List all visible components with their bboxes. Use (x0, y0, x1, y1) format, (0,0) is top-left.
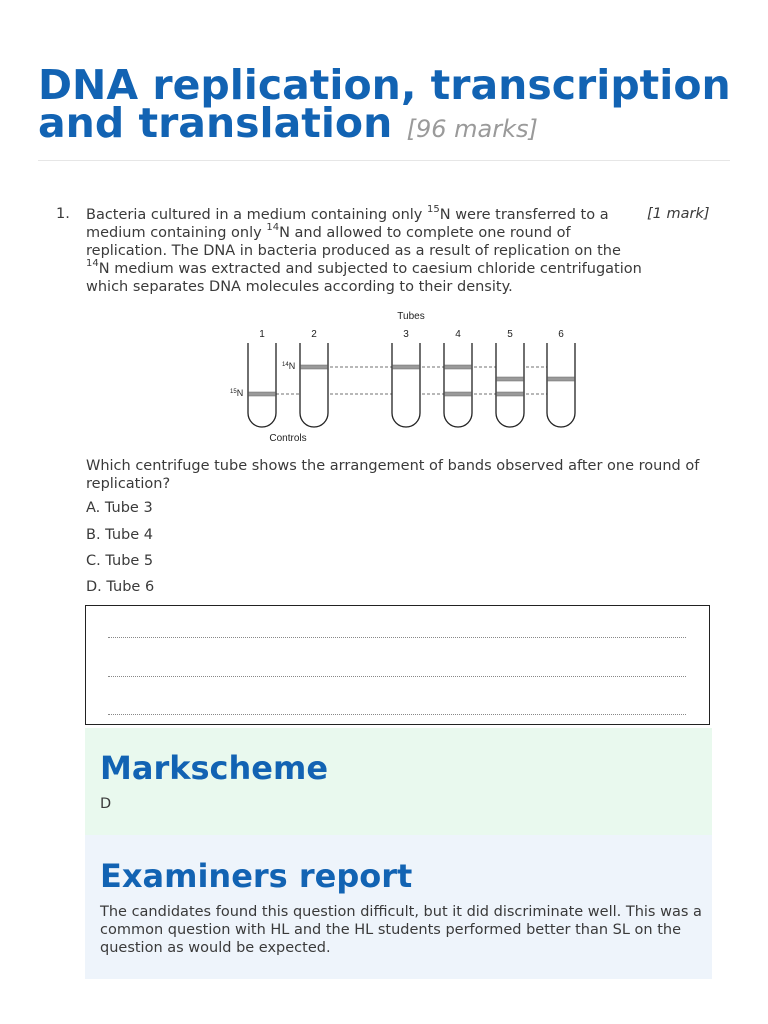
question-number: 1. (56, 206, 70, 222)
markscheme-heading: Markscheme (100, 749, 329, 787)
tube-3 (392, 343, 420, 427)
tube-number-1: 1 (259, 329, 265, 340)
tube-number-3: 3 (403, 329, 409, 340)
markscheme-answer: D (100, 796, 112, 812)
answer-box[interactable] (85, 605, 710, 725)
tube-numbers (259, 329, 564, 340)
page-title (38, 61, 738, 148)
title-divider (38, 160, 730, 161)
dna-bands (249, 365, 575, 396)
question-text: Bacteria cultured in a medium containing only $^{15}$N were transferred to a medium containing only $^{14}$N and allowed to complete one round of replication. The DNA in bacteria produced as a result of replication on the $^{14}$N medium was extracted and subjected to caesium chloride centrifugation which separates DNA molecules according to their density. (86, 204, 642, 295)
examiners-report-heading: Examiners report (100, 857, 413, 895)
tube-number-4: 4 (455, 329, 461, 340)
band-tube-2-14n (301, 365, 328, 369)
tube-1 (248, 343, 276, 427)
option-c: C. Tube 5 (86, 553, 154, 569)
band-tube-3-14n (393, 365, 420, 369)
label-15n: $^{15}$N (230, 388, 244, 398)
tube-2 (300, 343, 328, 427)
tubes (248, 343, 575, 427)
label-14n: $^{14}$N (282, 361, 296, 371)
band-tube-5-15n (497, 392, 524, 396)
examiners-report-section (85, 835, 712, 979)
option-d: D. Tube 6 (86, 579, 155, 595)
option-a: A. Tube 3 (86, 500, 153, 516)
tube-number-5: 5 (507, 329, 513, 340)
band-tube-4-14n (445, 365, 472, 369)
tube-4 (444, 343, 472, 427)
band-tube-1-15n (249, 392, 276, 396)
tube-number-6: 6 (558, 329, 564, 340)
tube-5 (496, 343, 524, 427)
band-tube-4-15n (445, 392, 472, 396)
tubes-label: Tubes (397, 311, 425, 322)
page-title-text: DNA replication, transcription and translation (38, 61, 731, 147)
question-marks: [1 mark] (647, 206, 710, 222)
question-prompt: Which centrifuge tube shows the arrangement of bands observed after one round of replication? (86, 458, 700, 492)
total-marks: [96 marks] (406, 115, 538, 143)
option-b: B. Tube 4 (86, 527, 153, 543)
controls-label: Controls (269, 433, 307, 444)
centrifuge-tubes-figure (222, 306, 582, 448)
answer-line[interactable] (108, 676, 686, 677)
band-tube-6-hybrid (548, 377, 575, 381)
markscheme-section (85, 728, 712, 835)
answer-line[interactable] (108, 714, 686, 715)
tube-6 (547, 343, 575, 427)
tube-number-2: 2 (311, 329, 317, 340)
answer-line[interactable] (108, 637, 686, 638)
band-tube-5-upper (497, 377, 524, 381)
examiners-report-text: The candidates found this question difficult, but it did discriminate well. This was a common question with HL and the HL students performed better than SL on the question as would be expected. (100, 904, 702, 956)
